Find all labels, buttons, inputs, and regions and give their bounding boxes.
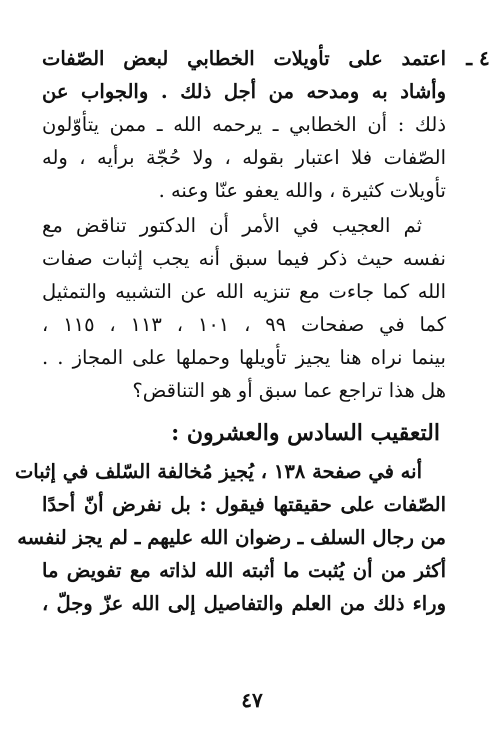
paragraph-line: كما في صفحات ٩٩ ، ١٠١ ، ١١٣ ، ١١٥ ، xyxy=(42,313,446,336)
paragraph-line: وراء ذلك من العلم والتفاصيل إلى الله عزّ وجلّ ، xyxy=(42,592,446,615)
paragraph-line: ثم العجيب في الأمر أن الدكتور تناقض مع xyxy=(42,214,422,237)
paragraph-line: الصّفات على حقيقتها فيقول : بل نفرض أنّ أحدًا xyxy=(42,493,446,516)
paragraph-line: هل هذا تراجع عما سبق أو هو التناقض؟ xyxy=(132,379,446,402)
page-number: ٤٧ xyxy=(241,688,263,712)
item-number: ٤ ـ xyxy=(466,46,490,70)
item-text-line: الصّفات فلا اعتبار بقوله ، ولا حُجّة برأيه ، وله xyxy=(42,146,446,169)
paragraph-line: من رجال السلف ـ رضوان الله عليهم ـ لم يجز لنفسه xyxy=(17,526,446,549)
section-heading: التعقيب السادس والعشرون : xyxy=(171,420,440,446)
item-text-line: وأشاد به ومدحه من أجل ذلك . والجواب عن xyxy=(42,80,446,103)
paragraph-contradiction xyxy=(42,209,446,407)
item-text-line: اعتمد على تأويلات الخطابي لبعض الصّفات xyxy=(42,47,446,70)
paragraph-line: أنه في صفحة ١٣٨ ، يُجيز مُخالفة السّلف في إثبات xyxy=(14,460,422,483)
paragraph-line: بينما نراه هنا يجيز تأويلها وحملها على المجاز . . xyxy=(42,346,446,369)
paragraph-line: أكثر من أن يُثبت ما أثبته الله لذاته مع تفويض ما xyxy=(42,559,446,582)
paragraph-line: نفسه حيث ذكر فيما سبق أنه يجب إثبات صفات xyxy=(42,247,446,270)
item-text-line: ذلك : أن الخطابي ـ يرحمه الله ـ ممن يتأوّلون xyxy=(42,113,446,136)
paragraph-line: الله كما جاءت مع تنزيه الله عن التشبيه والتمثيل xyxy=(42,280,446,303)
item-text-line: تأويلات كثيرة ، والله يعفو عنّا وعنه . xyxy=(158,179,446,202)
paragraph-section xyxy=(14,455,446,620)
numbered-item-4 xyxy=(42,42,490,207)
